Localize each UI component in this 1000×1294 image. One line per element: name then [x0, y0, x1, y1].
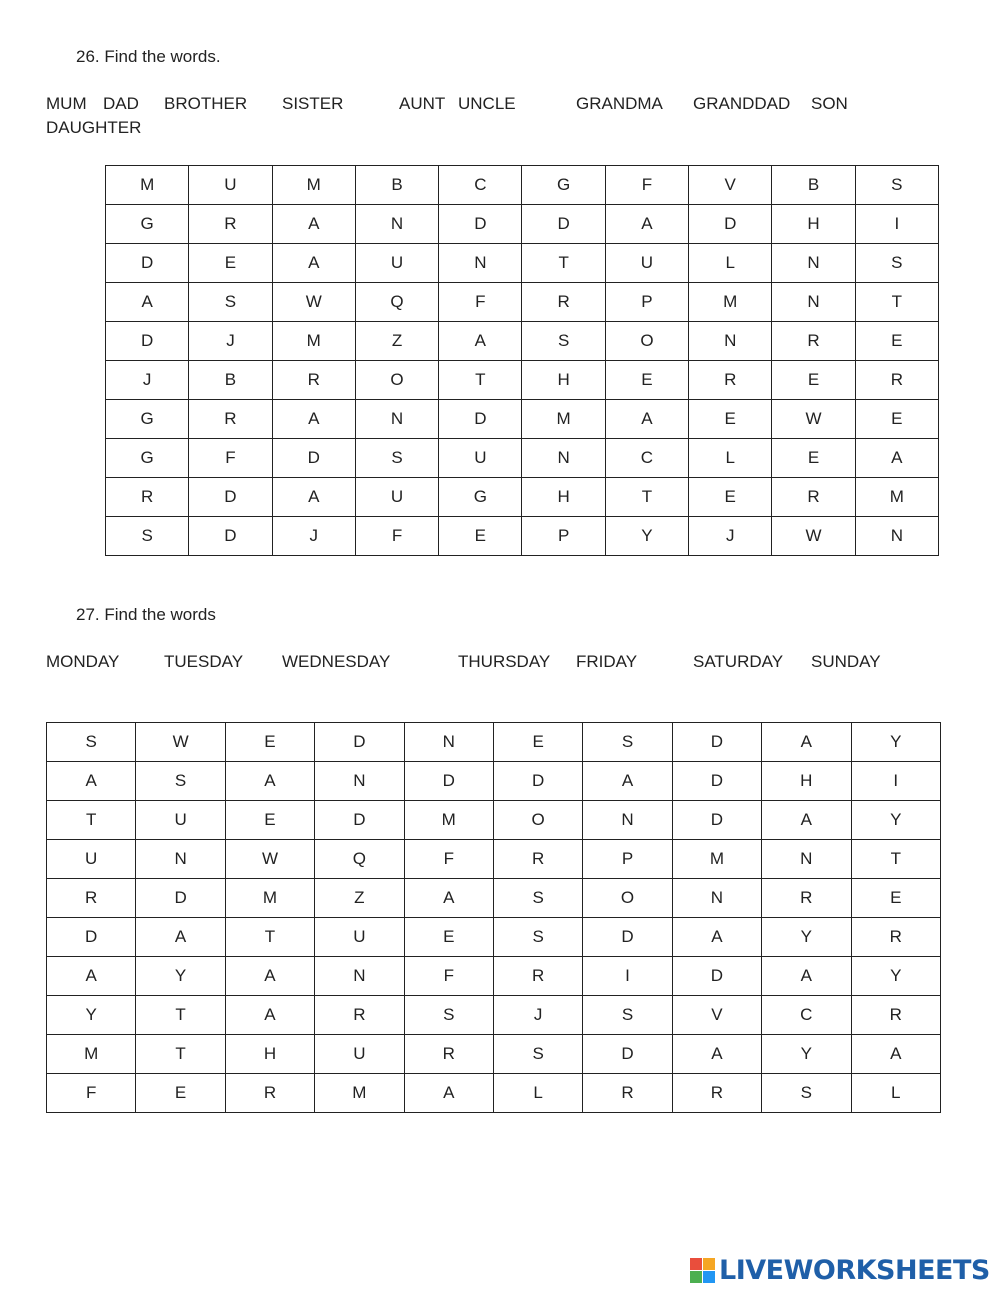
family-grid-cell[interactable]: R	[855, 361, 938, 400]
days-grid-cell[interactable]: U	[47, 840, 136, 879]
family-grid-cell[interactable]: N	[355, 205, 438, 244]
exercise-1-heading: 26. Find the words.	[76, 47, 221, 66]
days-grid-cell[interactable]: N	[672, 879, 761, 918]
family-grid-cell[interactable]: N	[772, 283, 855, 322]
family-grid-cell[interactable]: E	[189, 244, 272, 283]
days-grid-cell[interactable]: S	[583, 723, 672, 762]
days-grid-cell[interactable]: Y	[762, 1035, 851, 1074]
family-grid-cell[interactable]: H	[522, 361, 605, 400]
word-sunday: SUNDAY	[811, 652, 881, 671]
family-grid-cell[interactable]: N	[772, 244, 855, 283]
days-grid-cell[interactable]: T	[225, 918, 314, 957]
days-grid-cell[interactable]: O	[583, 879, 672, 918]
days-grid-cell[interactable]: W	[136, 723, 225, 762]
family-grid-cell[interactable]: O	[605, 322, 688, 361]
days-grid-cell[interactable]: A	[672, 918, 761, 957]
family-grid-cell[interactable]: L	[689, 439, 772, 478]
days-grid-cell[interactable]: T	[136, 996, 225, 1035]
days-grid-cell[interactable]: H	[762, 762, 851, 801]
family-grid-cell[interactable]: E	[605, 361, 688, 400]
family-grid-cell[interactable]: D	[439, 205, 522, 244]
family-grid-cell[interactable]: H	[522, 478, 605, 517]
days-grid-cell[interactable]: M	[225, 879, 314, 918]
family-grid-cell[interactable]: N	[439, 244, 522, 283]
word-son: SON	[811, 94, 848, 113]
family-grid-cell[interactable]: E	[689, 400, 772, 439]
family-grid-cell[interactable]: A	[439, 322, 522, 361]
family-grid-cell[interactable]: W	[772, 400, 855, 439]
days-grid-row	[47, 762, 941, 801]
word-granddad: GRANDDAD	[693, 94, 791, 113]
family-grid-row	[106, 166, 939, 205]
family-grid-cell[interactable]: D	[439, 400, 522, 439]
family-grid-cell[interactable]: D	[106, 244, 189, 283]
days-grid-cell[interactable]: D	[672, 801, 761, 840]
days-grid-cell[interactable]: U	[136, 801, 225, 840]
days-grid-cell[interactable]: W	[225, 840, 314, 879]
days-grid-cell[interactable]: A	[851, 1035, 940, 1074]
family-grid-cell[interactable]: G	[106, 400, 189, 439]
days-grid-cell[interactable]: R	[583, 1074, 672, 1113]
days-grid-cell[interactable]: O	[493, 801, 582, 840]
family-grid-cell[interactable]: W	[272, 283, 355, 322]
days-grid-cell[interactable]: F	[404, 957, 493, 996]
family-grid-cell[interactable]: S	[189, 283, 272, 322]
family-grid-cell[interactable]: Q	[355, 283, 438, 322]
family-grid-cell[interactable]: J	[106, 361, 189, 400]
family-grid-cell[interactable]: P	[605, 283, 688, 322]
logo-square-orange	[703, 1258, 715, 1270]
family-grid-cell[interactable]: S	[106, 517, 189, 556]
days-grid-cell[interactable]: J	[493, 996, 582, 1035]
days-grid-cell[interactable]: Y	[762, 918, 851, 957]
family-grid-cell[interactable]: H	[772, 205, 855, 244]
days-grid-cell[interactable]: D	[672, 762, 761, 801]
days-grid-cell[interactable]: M	[672, 840, 761, 879]
exercise-1-word-list	[0, 94, 1000, 144]
days-grid-cell[interactable]: R	[851, 918, 940, 957]
family-grid-cell[interactable]: B	[772, 166, 855, 205]
family-grid-cell[interactable]: E	[439, 517, 522, 556]
family-grid-cell[interactable]: R	[106, 478, 189, 517]
family-grid-cell[interactable]: F	[439, 283, 522, 322]
days-grid-cell[interactable]: D	[672, 957, 761, 996]
family-grid-cell[interactable]: J	[272, 517, 355, 556]
days-grid-cell[interactable]: R	[225, 1074, 314, 1113]
days-grid-cell[interactable]: L	[493, 1074, 582, 1113]
family-grid-cell[interactable]: A	[605, 205, 688, 244]
word-aunt: AUNT	[399, 94, 446, 113]
exercise-2-heading: 27. Find the words	[76, 605, 216, 624]
family-grid-cell[interactable]: D	[272, 439, 355, 478]
family-grid-cell[interactable]: M	[855, 478, 938, 517]
days-grid-cell[interactable]: U	[315, 918, 404, 957]
days-grid-cell[interactable]: R	[47, 879, 136, 918]
days-grid-cell[interactable]: Q	[315, 840, 404, 879]
days-grid-cell[interactable]: D	[583, 1035, 672, 1074]
days-grid-cell[interactable]: Y	[851, 723, 940, 762]
family-grid-cell[interactable]: G	[522, 166, 605, 205]
family-grid-cell[interactable]: G	[439, 478, 522, 517]
family-grid-cell[interactable]: O	[355, 361, 438, 400]
family-grid-cell[interactable]: E	[772, 361, 855, 400]
family-grid-cell[interactable]: T	[855, 283, 938, 322]
family-grid-cell[interactable]: Z	[355, 322, 438, 361]
days-grid-cell[interactable]: S	[493, 1035, 582, 1074]
word-saturday: SATURDAY	[693, 652, 784, 671]
days-grid-cell[interactable]: E	[493, 723, 582, 762]
family-grid-cell[interactable]: R	[689, 361, 772, 400]
family-grid-cell[interactable]: I	[855, 205, 938, 244]
days-grid-cell[interactable]: S	[762, 1074, 851, 1113]
days-grid-cell[interactable]: S	[583, 996, 672, 1035]
days-grid-cell[interactable]: E	[404, 918, 493, 957]
days-grid-row	[47, 918, 941, 957]
days-grid-cell[interactable]: D	[493, 762, 582, 801]
days-grid-cell[interactable]: N	[404, 723, 493, 762]
exercise-2-word-list	[0, 652, 1000, 678]
family-grid-cell[interactable]: M	[106, 166, 189, 205]
days-grid-cell[interactable]: R	[851, 996, 940, 1035]
days-grid-cell[interactable]: R	[315, 996, 404, 1035]
word-search-grid-days	[46, 722, 941, 1113]
days-grid-cell[interactable]: M	[47, 1035, 136, 1074]
days-grid-cell[interactable]: N	[315, 762, 404, 801]
days-grid-cell[interactable]: Y	[851, 801, 940, 840]
days-grid-cell[interactable]: N	[315, 957, 404, 996]
family-grid-cell[interactable]: T	[605, 478, 688, 517]
days-grid-cell[interactable]: S	[136, 762, 225, 801]
family-grid-cell[interactable]: S	[522, 322, 605, 361]
family-grid-cell[interactable]: A	[855, 439, 938, 478]
family-grid-cell[interactable]: Y	[605, 517, 688, 556]
days-grid-cell[interactable]: F	[47, 1074, 136, 1113]
days-grid-cell[interactable]: L	[851, 1074, 940, 1113]
family-grid-cell[interactable]: G	[106, 205, 189, 244]
family-grid-cell[interactable]: M	[522, 400, 605, 439]
days-grid-row	[47, 801, 941, 840]
word-thursday: THURSDAY	[458, 652, 551, 671]
days-grid-cell[interactable]: E	[225, 723, 314, 762]
days-grid-cell[interactable]: D	[404, 762, 493, 801]
word-dad: DAD	[103, 94, 139, 113]
word-brother: BROTHER	[164, 94, 248, 113]
days-grid-cell[interactable]: S	[404, 996, 493, 1035]
days-grid-cell[interactable]: T	[47, 801, 136, 840]
days-grid-cell[interactable]: V	[672, 996, 761, 1035]
family-grid-cell[interactable]: C	[605, 439, 688, 478]
family-grid-row	[106, 322, 939, 361]
days-grid-cell[interactable]: S	[493, 918, 582, 957]
family-grid-cell[interactable]: N	[522, 439, 605, 478]
family-grid-cell[interactable]: C	[439, 166, 522, 205]
family-grid-cell[interactable]: D	[522, 205, 605, 244]
family-grid-cell[interactable]: A	[272, 478, 355, 517]
days-grid-cell[interactable]: D	[315, 801, 404, 840]
days-grid-cell[interactable]: E	[225, 801, 314, 840]
word-mum: MUM	[46, 94, 87, 113]
word-sister: SISTER	[282, 94, 344, 113]
family-grid-cell[interactable]: D	[689, 205, 772, 244]
days-grid-row	[47, 1074, 941, 1113]
family-grid-cell[interactable]: P	[522, 517, 605, 556]
days-grid-cell[interactable]: N	[583, 801, 672, 840]
family-grid-cell[interactable]: U	[605, 244, 688, 283]
days-grid-cell[interactable]: H	[225, 1035, 314, 1074]
days-grid-cell[interactable]: R	[762, 879, 851, 918]
days-grid-cell[interactable]: A	[225, 957, 314, 996]
days-grid-cell[interactable]: D	[47, 918, 136, 957]
family-grid-cell[interactable]: S	[855, 244, 938, 283]
days-grid-cell[interactable]: E	[136, 1074, 225, 1113]
logo-square-blue	[703, 1271, 715, 1283]
days-grid-cell[interactable]: D	[136, 879, 225, 918]
days-grid-cell[interactable]: R	[404, 1035, 493, 1074]
days-grid-cell[interactable]: A	[225, 996, 314, 1035]
family-grid-cell[interactable]: D	[189, 517, 272, 556]
family-grid-cell[interactable]: S	[355, 439, 438, 478]
family-grid-cell[interactable]: E	[772, 439, 855, 478]
days-grid-cell[interactable]: N	[762, 840, 851, 879]
family-grid-cell[interactable]: S	[855, 166, 938, 205]
word-wednesday: WEDNESDAY	[282, 652, 391, 671]
days-grid-row	[47, 879, 941, 918]
word-friday: FRIDAY	[576, 652, 638, 671]
family-grid-cell[interactable]: R	[772, 322, 855, 361]
days-grid-row	[47, 957, 941, 996]
family-grid-cell[interactable]: U	[355, 244, 438, 283]
family-grid-cell[interactable]: U	[439, 439, 522, 478]
family-grid-cell[interactable]: B	[189, 361, 272, 400]
family-grid-cell[interactable]: T	[439, 361, 522, 400]
family-grid-cell[interactable]: N	[355, 400, 438, 439]
days-grid-cell[interactable]: F	[404, 840, 493, 879]
days-grid-cell[interactable]: A	[136, 918, 225, 957]
family-grid-cell[interactable]: D	[106, 322, 189, 361]
family-grid-cell[interactable]: U	[189, 166, 272, 205]
family-grid-row	[106, 283, 939, 322]
days-grid-cell[interactable]: T	[851, 840, 940, 879]
family-grid-cell[interactable]: E	[855, 400, 938, 439]
word-daughter: DAUGHTER	[46, 118, 142, 137]
days-grid-cell[interactable]: A	[762, 957, 851, 996]
days-grid-cell[interactable]: S	[47, 723, 136, 762]
family-grid-row	[106, 400, 939, 439]
family-grid-row	[106, 361, 939, 400]
days-grid-row	[47, 996, 941, 1035]
days-grid-cell[interactable]: I	[851, 762, 940, 801]
word-search-grid-family	[105, 165, 939, 556]
family-grid-row	[106, 478, 939, 517]
family-grid-cell[interactable]: L	[689, 244, 772, 283]
family-grid-cell[interactable]: W	[772, 517, 855, 556]
family-grid-cell[interactable]: J	[189, 322, 272, 361]
days-grid-cell[interactable]: A	[762, 723, 851, 762]
days-grid-cell[interactable]: D	[672, 723, 761, 762]
days-grid-row	[47, 1035, 941, 1074]
days-grid-cell[interactable]: M	[315, 1074, 404, 1113]
family-grid-cell[interactable]: A	[272, 205, 355, 244]
family-grid-cell[interactable]: R	[772, 478, 855, 517]
days-grid-cell[interactable]: D	[315, 723, 404, 762]
days-grid-cell[interactable]: A	[672, 1035, 761, 1074]
family-grid-row	[106, 439, 939, 478]
logo-square-red	[690, 1258, 702, 1270]
days-grid-cell[interactable]: I	[583, 957, 672, 996]
family-grid-cell[interactable]: R	[189, 400, 272, 439]
word-tuesday: TUESDAY	[164, 652, 244, 671]
days-grid-cell[interactable]: M	[404, 801, 493, 840]
days-grid-cell[interactable]: A	[225, 762, 314, 801]
family-grid-cell[interactable]: A	[272, 244, 355, 283]
logo-square-green	[690, 1271, 702, 1283]
family-grid-cell[interactable]: N	[855, 517, 938, 556]
days-grid-cell[interactable]: A	[404, 1074, 493, 1113]
family-grid-cell[interactable]: R	[272, 361, 355, 400]
family-grid-row	[106, 244, 939, 283]
days-grid-cell[interactable]: Y	[851, 957, 940, 996]
liveworksheets-logo	[690, 1254, 990, 1286]
family-grid-cell[interactable]: M	[272, 166, 355, 205]
family-grid-cell[interactable]: D	[189, 478, 272, 517]
family-grid-cell[interactable]: N	[689, 322, 772, 361]
days-grid-cell[interactable]: A	[404, 879, 493, 918]
word-grandma: GRANDMA	[576, 94, 663, 113]
family-grid-cell[interactable]: U	[355, 478, 438, 517]
family-grid-cell[interactable]: A	[106, 283, 189, 322]
family-grid-cell[interactable]: T	[522, 244, 605, 283]
family-grid-cell[interactable]: B	[355, 166, 438, 205]
family-grid-cell[interactable]: A	[272, 400, 355, 439]
word-monday: MONDAY	[46, 652, 120, 671]
days-grid-cell[interactable]: R	[493, 957, 582, 996]
days-grid-cell[interactable]: U	[315, 1035, 404, 1074]
days-grid-cell[interactable]: E	[851, 879, 940, 918]
family-grid-cell[interactable]: R	[189, 205, 272, 244]
family-grid-cell[interactable]: E	[855, 322, 938, 361]
days-grid-cell[interactable]: R	[493, 840, 582, 879]
family-grid-cell[interactable]: A	[605, 400, 688, 439]
days-grid-cell[interactable]: Y	[136, 957, 225, 996]
days-grid-cell[interactable]: D	[583, 918, 672, 957]
word-uncle: UNCLE	[458, 94, 516, 113]
days-grid-cell[interactable]: C	[762, 996, 851, 1035]
days-grid-cell[interactable]: Y	[47, 996, 136, 1035]
days-grid-cell[interactable]: Z	[315, 879, 404, 918]
days-grid-cell[interactable]: A	[47, 762, 136, 801]
family-grid-cell[interactable]: F	[605, 166, 688, 205]
family-grid-cell[interactable]: G	[106, 439, 189, 478]
days-grid-cell[interactable]: A	[47, 957, 136, 996]
days-grid-cell[interactable]: R	[672, 1074, 761, 1113]
days-grid-cell[interactable]: T	[136, 1035, 225, 1074]
family-grid-cell[interactable]: F	[189, 439, 272, 478]
family-grid-cell[interactable]: R	[522, 283, 605, 322]
family-grid-cell[interactable]: V	[689, 166, 772, 205]
family-grid-cell[interactable]: J	[689, 517, 772, 556]
days-grid-cell[interactable]: S	[493, 879, 582, 918]
days-grid-cell[interactable]: A	[583, 762, 672, 801]
family-grid-cell[interactable]: M	[689, 283, 772, 322]
days-grid-cell[interactable]: A	[762, 801, 851, 840]
logo-text: LIVEWORKSHEETS	[719, 1254, 990, 1286]
family-grid-cell[interactable]: F	[355, 517, 438, 556]
liveworksheets-logo-icon	[690, 1258, 715, 1283]
family-grid-row	[106, 517, 939, 556]
family-grid-row	[106, 205, 939, 244]
family-grid-cell[interactable]: M	[272, 322, 355, 361]
days-grid-cell[interactable]: P	[583, 840, 672, 879]
days-grid-row	[47, 840, 941, 879]
family-grid-cell[interactable]: E	[689, 478, 772, 517]
days-grid-cell[interactable]: N	[136, 840, 225, 879]
days-grid-row	[47, 723, 941, 762]
